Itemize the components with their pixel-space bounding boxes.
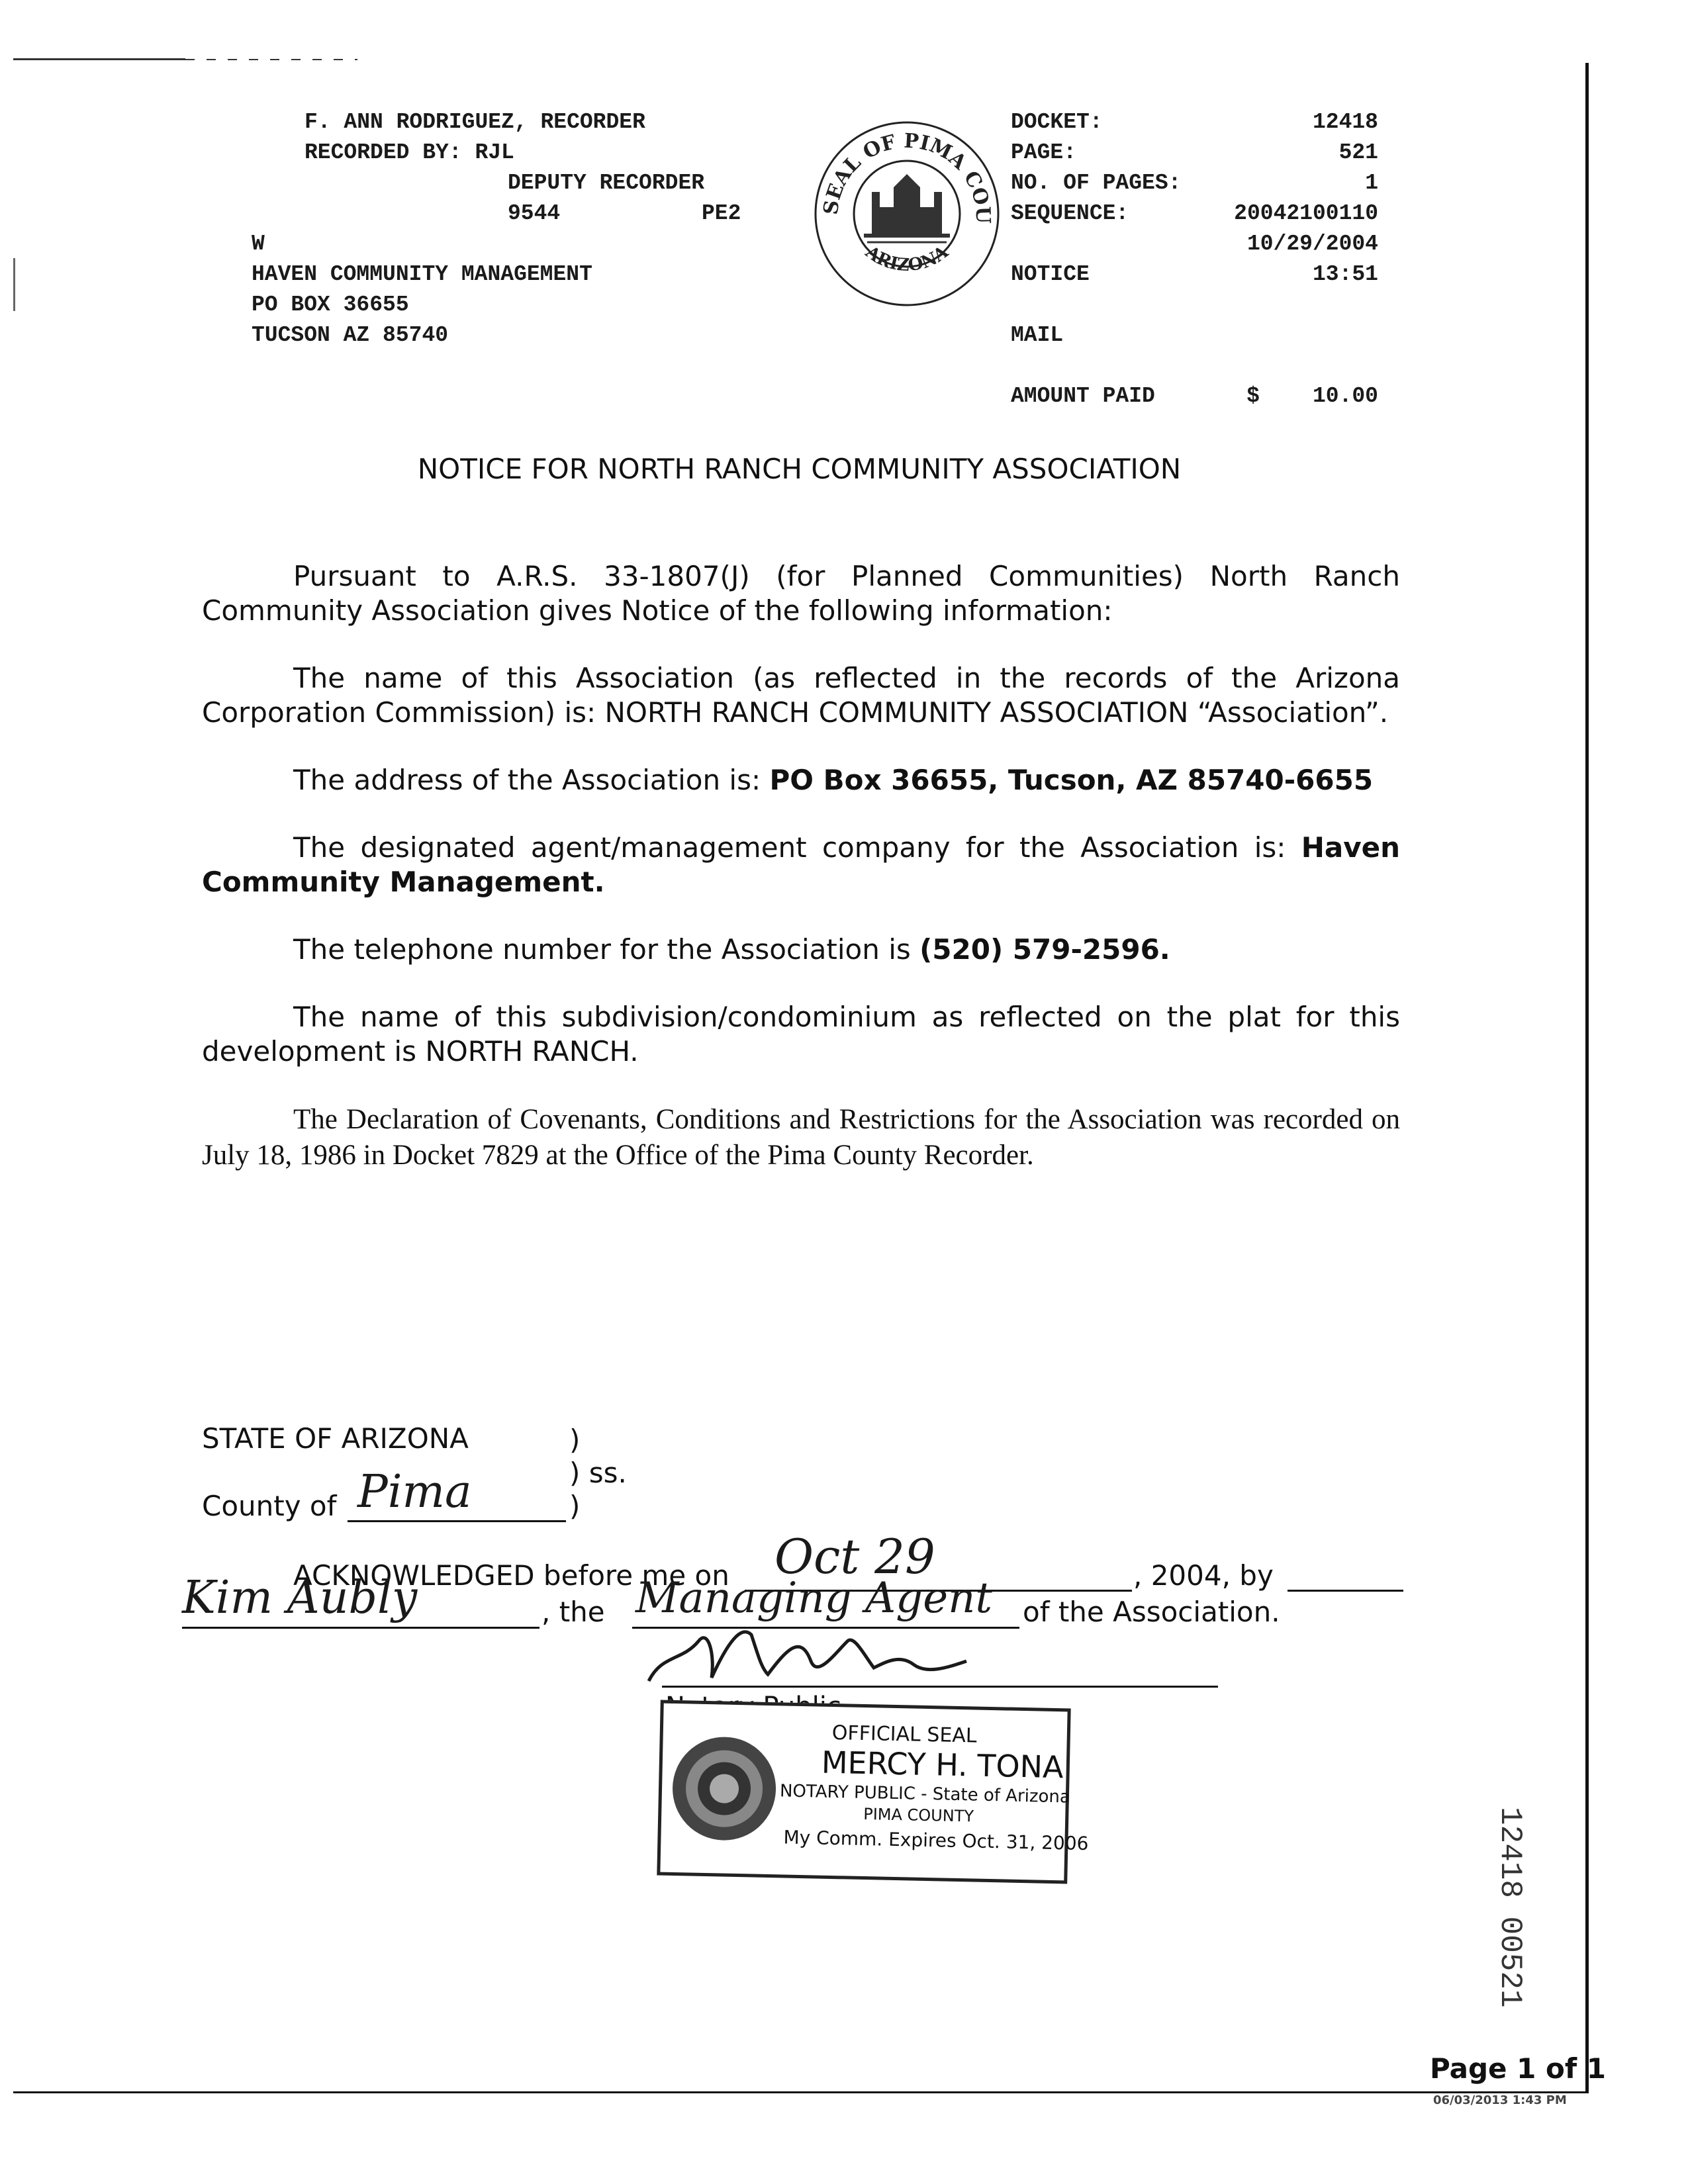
clerk-code: PE2	[702, 201, 741, 226]
record-time: 13:51	[1312, 262, 1378, 287]
return-name: HAVEN COMMUNITY MANAGEMENT	[252, 262, 592, 287]
notary-stamp	[657, 1700, 1089, 1884]
amount-value: 10.00	[1312, 384, 1378, 408]
stamp-line-county: PIMA COUNTY	[863, 1804, 974, 1826]
clerk-number: 9544	[508, 201, 561, 226]
address-value: PO Box 36655, Tucson, AZ 85740-6655	[769, 764, 1374, 796]
mail-label: MAIL	[1011, 323, 1064, 347]
pages-label: NO. OF PAGES:	[1011, 171, 1182, 195]
county-label: County of	[202, 1490, 337, 1522]
docket-label: DOCKET:	[1011, 110, 1103, 134]
notary-signature-line	[662, 1686, 1218, 1688]
record-date: 10/29/2004	[1246, 232, 1378, 256]
deputy-recorder: DEPUTY RECORDER	[508, 171, 705, 195]
agent-text: The designated agent/management company for the Association is:	[293, 831, 1301, 864]
recorded-by: RECORDED BY: RJL	[305, 140, 514, 165]
paragraph-telephone	[202, 933, 1400, 967]
return-city: TUCSON AZ 85740	[252, 323, 449, 347]
page-value: 521	[1338, 140, 1378, 165]
sequence-value: 20042100110	[1234, 201, 1378, 226]
state-label: STATE OF ARIZONA	[202, 1422, 469, 1455]
stamp-line-official-seal: OFFICIAL SEAL	[831, 1721, 977, 1748]
telephone-text: The telephone number for the Association is	[293, 933, 920, 966]
county-underline	[348, 1520, 566, 1522]
date-handwritten: Oct 29	[774, 1529, 935, 1584]
amount-label: AMOUNT PAID	[1011, 384, 1155, 408]
pages-value: 1	[1365, 171, 1378, 195]
amount-currency: $	[1246, 384, 1260, 408]
agent-value: Haven Community Management.	[202, 831, 1400, 898]
name-underline	[182, 1627, 539, 1629]
top-scan-line	[13, 58, 185, 60]
notice-body	[202, 559, 1400, 1173]
recorder-name: F. ANN RODRIGUEZ, RECORDER	[305, 110, 645, 134]
seal-text-top: SEAL OF PIMA COU	[819, 129, 995, 224]
notary-signature	[635, 1615, 1019, 1694]
by-underline	[1288, 1590, 1403, 1592]
docket-block	[1011, 107, 1378, 412]
side-docket-number: 12418 00521	[1493, 1807, 1527, 2008]
acknowledged-label: ACKNOWLEDGED before me on	[293, 1559, 729, 1592]
w-mark: W	[252, 232, 265, 256]
print-timestamp: 06/03/2013 1:43 PM	[1433, 2093, 1567, 2107]
notice-label: NOTICE	[1011, 262, 1090, 287]
role-handwritten: Managing Agent	[635, 1574, 993, 1623]
paragraph-agent	[202, 831, 1400, 899]
svg-text:ARIZONA	[861, 242, 953, 275]
paragraph-statute: Pursuant to A.R.S. 33-1807(J) (for Planned Communities) North Ranch Community Association gives Notice of the following information:	[202, 560, 1400, 627]
bottom-border-line	[13, 2091, 1589, 2093]
pima-county-seal	[811, 118, 1003, 310]
paragraph-association-name: The name of this Association (as reflected in the records of the Arizona Corporation Commission) is: NORTH RANCH COMMUNITY ASSOCIATION “Association”.	[202, 662, 1400, 729]
paren-3: )	[569, 1490, 581, 1522]
sequence-label: SEQUENCE:	[1011, 201, 1129, 226]
stamp-line-notary-state: NOTARY PUBLIC - State of Arizona	[779, 1781, 1071, 1807]
stamp-line-name: MERCY H. TONA	[821, 1744, 1064, 1786]
of-association-label: of the Association.	[1023, 1596, 1280, 1628]
left-border-mark	[13, 258, 15, 311]
paren-1: )	[569, 1424, 581, 1456]
year-label: , 2004, by	[1133, 1559, 1274, 1592]
recorder-block	[252, 107, 781, 351]
page-indicator: Page 1 of 1	[1430, 2052, 1606, 2085]
address-text: The address of the Association is:	[293, 764, 770, 796]
right-border-line	[1585, 63, 1589, 2091]
stamp-line-expires: My Comm. Expires Oct. 31, 2006	[783, 1826, 1089, 1855]
docket-value: 12418	[1312, 110, 1378, 134]
paragraph-declaration: The Declaration of Covenants, Conditions and Restrictions for the Association was recorded on July 18, 1986 in Docket 7829 at the Office of the Pima County Recorder.	[202, 1104, 1400, 1171]
page-title: NOTICE FOR NORTH RANCH COMMUNITY ASSOCIATION	[417, 453, 1182, 485]
page-label: PAGE:	[1011, 140, 1077, 165]
top-scan-dashes	[185, 59, 357, 60]
seal-text-bottom: ARIZONA	[861, 242, 953, 276]
the-label: , the	[541, 1596, 605, 1628]
paragraph-address	[202, 763, 1400, 797]
county-handwritten: Pima	[357, 1466, 472, 1518]
return-box: PO BOX 36655	[252, 293, 409, 317]
paragraph-subdivision: The name of this subdivision/condominium as reflected on the plat for this development is NORTH RANCH.	[202, 1001, 1400, 1068]
name-handwritten: Kim Aubly	[182, 1572, 418, 1624]
telephone-value: (520) 579-2596.	[919, 933, 1170, 966]
arizona-state-seal	[669, 1733, 780, 1844]
ss-label: ) ss.	[569, 1457, 627, 1489]
